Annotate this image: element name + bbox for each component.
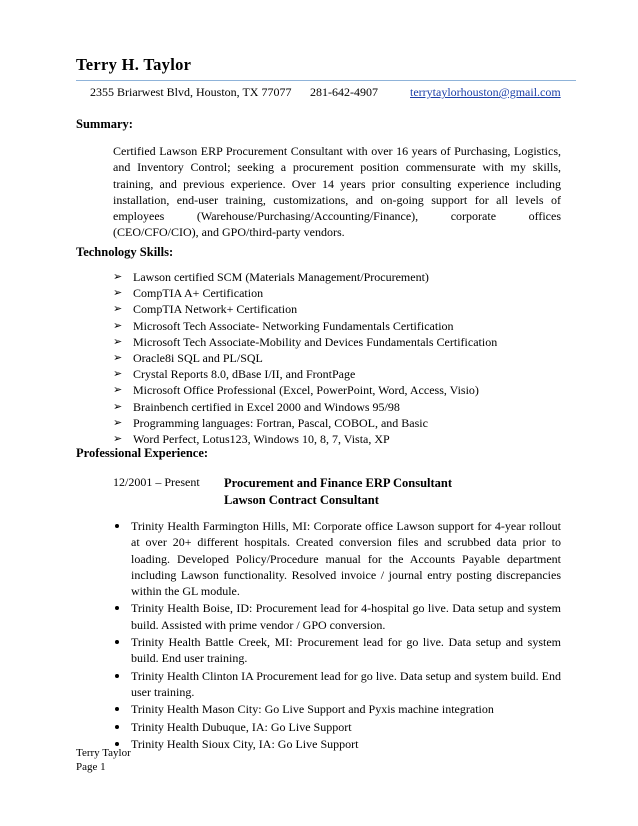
bullet-icon — [115, 606, 119, 610]
bullet-icon — [115, 640, 119, 644]
arrow-bullet-icon: ➢ — [113, 287, 123, 300]
arrow-bullet-icon: ➢ — [113, 303, 123, 316]
footer-name: Terry Taylor — [76, 747, 131, 759]
summary-text: Certified Lawson ERP Procurement Consultant with over 16 years of Purchasing, Logistics, and Inventory Control; seeking a procurement position commensurate with my skills, training, and previous experience. Over 14 years prior consulting experience including installation, end-user training, customizations, and on-going support for all levels of employees (Warehouse/Purchasing/Accounting/Finance), corporate offices (CEO/CFO/CIO), and GPO/third-party vendors. — [113, 144, 561, 240]
skills-heading: Technology Skills: — [76, 245, 174, 259]
phone: 281-642-4907 — [310, 85, 378, 99]
experience-bullets — [113, 518, 561, 753]
experience-date: 12/2001 – Present — [113, 475, 200, 489]
experience-item: Trinity Health Clinton IA Procurement lead for go live. Data setup and system build. End user training. — [113, 668, 561, 701]
skills-list — [113, 269, 497, 447]
arrow-bullet-icon: ➢ — [113, 352, 123, 365]
skill-item: ➢ Microsoft Office Professional (Excel, PowerPoint, Word, Access, Visio) — [113, 383, 479, 398]
address: 2355 Briarwest Blvd, Houston, TX 77077 — [90, 85, 292, 99]
job-subtitle: Lawson Contract Consultant — [224, 492, 379, 507]
skill-item: ➢ Programming languages: Fortran, Pascal, COBOL, and Basic — [113, 415, 428, 430]
job-title: Procurement and Finance ERP Consultant — [224, 476, 453, 490]
experience-titles — [224, 475, 452, 508]
email-link[interactable]: terrytaylorhouston@gmail.com — [410, 85, 561, 99]
experience-item: Trinity Health Dubuque, IA: Go Live Support — [113, 719, 561, 735]
experience-item: Trinity Health Mason City: Go Live Support and Pyxis machine integration — [113, 701, 561, 717]
bullet-icon — [115, 524, 119, 528]
skill-item: ➢ Lawson certified SCM (Materials Management/Procurement) — [113, 270, 429, 284]
footer-page-number: Page 1 — [76, 761, 106, 773]
header-rule — [76, 80, 576, 81]
arrow-bullet-icon: ➢ — [113, 271, 123, 283]
arrow-bullet-icon: ➢ — [113, 384, 123, 397]
skill-item: ➢ Brainbench certified in Excel 2000 and Windows 95/98 — [113, 399, 400, 414]
arrow-bullet-icon: ➢ — [113, 433, 123, 446]
arrow-bullet-icon: ➢ — [113, 368, 123, 381]
skill-item: ➢ CompTIA Network+ Certification — [113, 302, 298, 317]
bullet-icon — [115, 725, 119, 729]
resume-name: Terry H. Taylor — [76, 55, 192, 74]
page-footer — [76, 746, 131, 774]
skill-item: ➢ Crystal Reports 8.0, dBase I/II, and FrontPage — [113, 367, 356, 382]
skill-item: ➢ Word Perfect, Lotus123, Windows 10, 8, 7, Vista, XP — [113, 432, 390, 447]
skill-item: ➢ Microsoft Tech Associate- Networking Fundamentals Certification — [113, 318, 454, 333]
arrow-bullet-icon: ➢ — [113, 400, 123, 413]
bullet-icon — [115, 707, 119, 711]
experience-item: Trinity Health Boise, ID: Procurement lead for 4-hospital go live. Data setup and system build. Assisted with prime vendor / GPO conversion. — [113, 600, 561, 633]
skill-item: ➢ Oracle8i SQL and PL/SQL — [113, 351, 263, 366]
experience-item: Trinity Health Battle Creek, MI: Procurement lead for go live. Data setup and system build. End user training. — [113, 634, 561, 667]
arrow-bullet-icon: ➢ — [113, 335, 123, 348]
skill-item: ➢ CompTIA A+ Certification — [113, 286, 264, 301]
bullet-icon — [115, 674, 119, 678]
skill-item: ➢ Microsoft Tech Associate-Mobility and Devices Fundamentals Certification — [113, 334, 498, 349]
experience-item: Trinity Health Sioux City, IA: Go Live Support — [113, 736, 561, 752]
arrow-bullet-icon: ➢ — [113, 416, 123, 429]
arrow-bullet-icon: ➢ — [113, 319, 123, 332]
summary-heading: Summary: — [76, 117, 133, 131]
experience-heading: Professional Experience: — [76, 446, 209, 460]
experience-item: Trinity Health Farmington Hills, MI: Corporate office Lawson support for 4-year rollout at over 20+ different hospitals. Created conversion files and scrubbed data prior to loading. Developed Policy/Procedure manual for the Accounts Payable department including Lawson functionality. Resolved invoice / journal entry posting discrepancies within the GL module. — [113, 518, 561, 599]
